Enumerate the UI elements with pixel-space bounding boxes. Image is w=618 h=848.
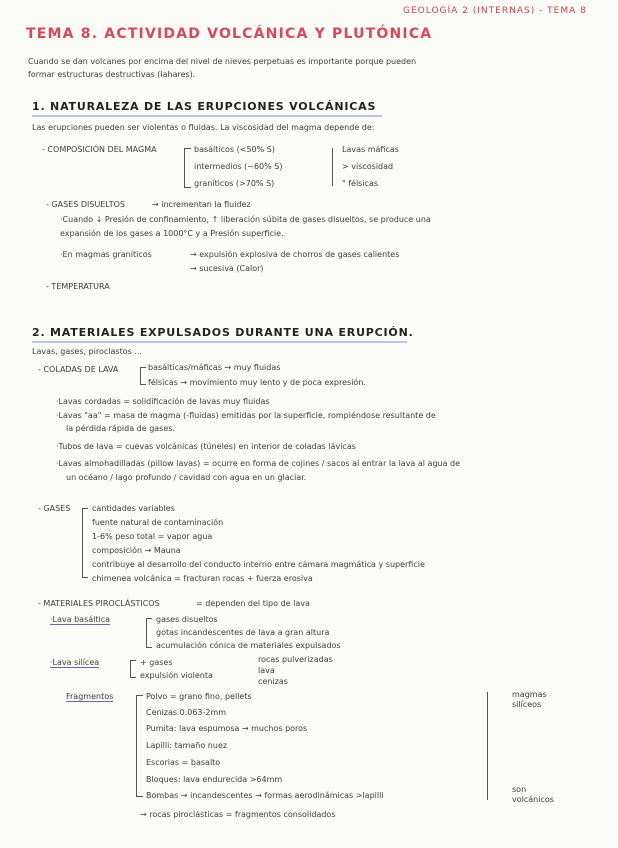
gases-line-2: expansión de los gases a 1000°C y a Presión superficie. (60, 229, 284, 238)
section-1-lead: Las erupciones pueden ser violentas o fluidas. La viscosidad del magma depende de: (32, 123, 375, 132)
coladas-label: - COLADAS DE LAVA (38, 365, 119, 374)
fragmentos-item-5: Escorias = basalto (146, 758, 221, 767)
composicion-item-3: graníticos (>70% S) (194, 179, 275, 188)
section-1-title: 1. NATURALEZA DE LAS ERUPCIONES VOLCÁNICAS (32, 100, 377, 113)
fragmentos-bracket (136, 695, 143, 797)
lava-line-5: ·Lavas almohadilladas (pillow lavas) = ocurre en forma de cojines / sacos al entrar la lava al agua de (56, 459, 461, 468)
lava-line-2: ·Lavas "aa" = masa de magma (-fluidas) emitidas por la superficie, rompiéndose resultante de (56, 411, 436, 420)
coladas-item-2: félsicas → movimiento muy lento y de poca expresión. (148, 378, 366, 387)
fragmentos-label: Fragmentos (66, 692, 114, 701)
composicion-right-2: > viscosidad (342, 162, 394, 171)
section-2-title: 2. MATERIALES EXPULSADOS DURANTE UNA ERUPCIÓN. (32, 326, 414, 339)
fragmentos-item-3: Pumita: lava espumosa → muchos poros (146, 724, 308, 733)
granitos-item-2: → sucesiva (Calor) (190, 264, 264, 273)
fragmentos-right-bottom-2: volcánicos (512, 795, 554, 804)
piroclasticos-label: - MATERIALES PIROCLÁSTICOS (38, 599, 160, 608)
basaltica-bracket (146, 618, 152, 648)
silicea-right-1: rocas pulverizadas (258, 655, 333, 664)
gases2-item-5: contribuye al desarrollo del conducto interno entre cámara magmática y superficie (92, 560, 425, 569)
fragmentos-right-top-1: magmas (512, 690, 547, 699)
gases-line-1: ·Cuando ↓ Presión de confinamiento, ↑ liberación súbita de gases disueltos, se produce una (60, 215, 431, 224)
basaltica-item-1: gases disueltos (156, 615, 218, 624)
section-1-underline (32, 115, 382, 117)
basaltica-item-2: gotas incandescentes de lava a gran altura (156, 628, 330, 637)
gases2-label: - GASES (38, 504, 71, 513)
lava-line-4: ·Tubos de lava = cuevas volcánicas (túneles) en interior de coladas lávicas (56, 442, 356, 451)
gases2-item-6: chimenea volcánica = fracturan rocas + fuerza erosiva (92, 574, 313, 583)
fragmentos-item-6: Bloques: lava endurecida >64mm (146, 775, 283, 784)
rocas-piroclasticas: → rocas piroclásticas = fragmentos consolidados (140, 810, 336, 819)
silicea-item-1: + gases (140, 658, 173, 667)
composicion-down-arrow (332, 148, 333, 186)
coladas-bracket (140, 367, 146, 385)
granitos-item-1: → expulsión explosiva de chorros de gases calientes (190, 250, 400, 259)
silicea-right-3: cenizas (258, 677, 288, 686)
piroclasticos-note: = dependen del tipo de lava (196, 599, 310, 608)
temperatura-label: - TEMPERATURA (46, 282, 110, 291)
lava-line-3: la pérdida rápida de gases. (66, 424, 175, 433)
gases2-item-1: cantidades variables (92, 504, 175, 513)
section-2-lead: Lavas, gases, piroclastos ... (32, 347, 142, 356)
section-2-underline (32, 341, 407, 343)
fragmentos-right-top-2: silíceos (512, 700, 542, 709)
page-title: TEMA 8. ACTIVIDAD VOLCÁNICA Y PLUTÓNICA (26, 26, 433, 42)
gases2-item-2: fuente natural de contaminación (92, 518, 224, 527)
gases-label: - GASES DISUELTOS (46, 200, 125, 209)
fragmentos-item-2: Cenizas 0.063-2mm (146, 708, 227, 717)
fragmentos-down-arrow (487, 692, 488, 800)
fragmentos-item-1: Polvo = grano fino, pellets (146, 692, 252, 701)
gases2-item-4: composición → Mauna (92, 546, 181, 555)
silicea-bracket (130, 660, 136, 678)
basaltica-label: ·Lava basáltica (50, 615, 111, 624)
course-header: GEOLOGÍA 2 (INTERNAS) - TEMA 8 (403, 6, 587, 16)
lava-line-6: un océano / lago profundo / cavidad con agua en un glaciar. (66, 473, 307, 482)
silicea-right-2: lava (258, 666, 275, 675)
composicion-item-2: intermedios (~60% S) (194, 162, 283, 171)
fragmentos-right-bottom-1: son (512, 785, 527, 794)
lava-line-1: ·Lavas cordadas = solidificación de lavas muy fluidas (56, 397, 270, 406)
intro-line-1: Cuando se dan volcanes por encima del nivel de nieves perpetuas es importante porque pueden (28, 57, 417, 66)
silicea-label: ·Lava silícea (50, 658, 100, 667)
intro-line-2: formar estructuras destructivas (lahares). (28, 70, 196, 79)
silicea-item-2: expulsión violenta (140, 671, 213, 680)
granitos-label: ·En magmas graníticos (60, 250, 152, 259)
composicion-label: - COMPOSICIÓN DEL MAGMA (42, 145, 157, 154)
gases-arrow-text: → incrementan la fluidez (152, 200, 251, 209)
gases2-item-3: 1-6% peso total = vapor agua (92, 532, 213, 541)
composicion-right-1: Lavas máficas (342, 145, 399, 154)
coladas-item-1: basálticas/máficas → muy fluidas (148, 363, 281, 372)
composicion-item-1: basálticos (<50% S) (194, 145, 275, 154)
composicion-bracket (184, 148, 191, 188)
composicion-right-3: " félsicas (342, 179, 379, 188)
basaltica-item-3: acumulación cónica de materiales expulsados (156, 641, 341, 650)
gases2-bracket (82, 508, 88, 578)
fragmentos-item-7: Bombas → incandescentes → formas aerodinámicas >lapilli (146, 791, 384, 800)
fragmentos-item-4: Lapilli: tamaño nuez (146, 741, 228, 750)
